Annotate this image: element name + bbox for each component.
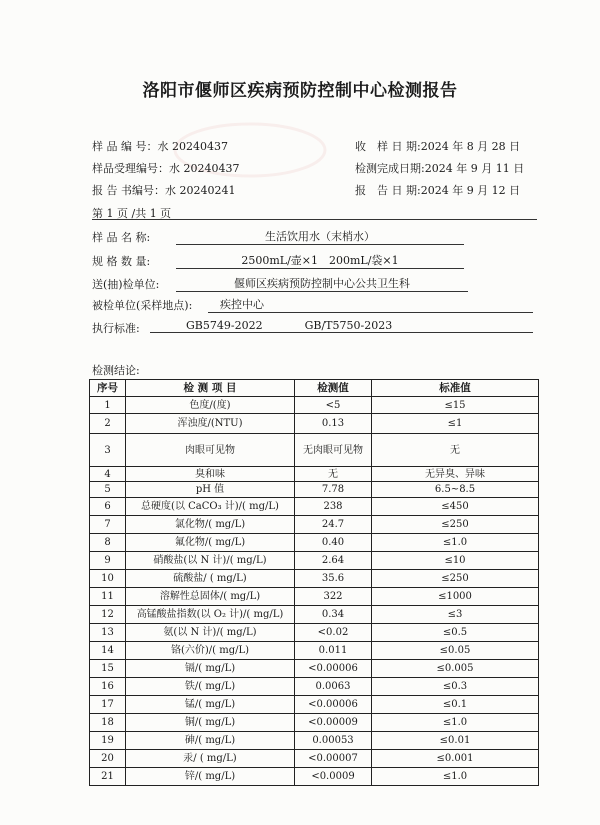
inspected-label: 被检单位(采样地点): <box>92 299 193 312</box>
report-date: 2024 年 9 月 12 日 <box>420 184 521 197</box>
table-row <box>90 467 539 482</box>
cell-std: ≤1 <box>372 414 539 434</box>
cell-value: 2.64 <box>295 552 372 570</box>
cell-no: 14 <box>90 642 126 660</box>
report-title: 洛阳市偃师区疾病预防控制中心检测报告 <box>142 81 458 101</box>
cell-no: 5 <box>90 482 126 498</box>
standard-1: GB5749-2022 <box>186 319 263 332</box>
cell-value: 35.6 <box>295 570 372 588</box>
cell-value: <0.00007 <box>295 750 372 768</box>
report-no-row <box>92 182 236 198</box>
table-row <box>90 414 539 434</box>
receive-no-row <box>92 160 240 176</box>
table-row <box>90 434 539 467</box>
cell-std: ≤0.01 <box>372 732 539 750</box>
cell-value: 无肉眼可见物 <box>295 434 372 467</box>
cell-item: 氟化物/( mg/L) <box>126 534 295 552</box>
header-item: 检 测 项 目 <box>126 380 295 397</box>
cell-std: ≤0.05 <box>372 642 539 660</box>
cell-item: 溶解性总固体/( mg/L) <box>126 588 295 606</box>
cell-value: 238 <box>295 498 372 516</box>
table-row <box>90 570 539 588</box>
cell-item: 浑浊度/(NTU) <box>126 414 295 434</box>
cell-no: 12 <box>90 606 126 624</box>
table-header-row <box>90 380 539 397</box>
cell-std: ≤1.0 <box>372 768 539 786</box>
cell-item: 色度/(度) <box>126 397 295 414</box>
cell-no: 15 <box>90 660 126 678</box>
cell-std: ≤0.3 <box>372 678 539 696</box>
table-row <box>90 642 539 660</box>
report-no-label: 报 告 书编号： <box>92 184 165 197</box>
cell-item: 氯化物/( mg/L) <box>126 516 295 534</box>
standard-2: GB/T5750-2023 <box>304 319 393 332</box>
cell-no: 8 <box>90 534 126 552</box>
table-row <box>90 606 539 624</box>
results-table <box>89 379 539 786</box>
cell-no: 18 <box>90 714 126 732</box>
cell-item: 铬(六价)/( mg/L) <box>126 642 295 660</box>
cell-value: 0.0063 <box>295 678 372 696</box>
table-row <box>90 624 539 642</box>
cell-item: 总硬度(以 CaCO₃ 计)/( mg/L) <box>126 498 295 516</box>
cell-std: 无 <box>372 434 539 467</box>
cell-no: 17 <box>90 696 126 714</box>
divider <box>92 219 537 220</box>
cell-value: <0.00009 <box>295 714 372 732</box>
cell-no: 16 <box>90 678 126 696</box>
receive-no-label: 样品受理编号： <box>92 162 169 175</box>
finish-date-label: 检测完成日期: <box>355 162 425 175</box>
table-row <box>90 552 539 570</box>
cell-value: 0.40 <box>295 534 372 552</box>
cell-std: ≤0.5 <box>372 624 539 642</box>
finish-date-row <box>355 160 524 176</box>
sample-name: 生活饮用水（末梢水） <box>176 228 464 245</box>
table-row <box>90 534 539 552</box>
cell-value: 无 <box>295 467 372 482</box>
cell-value: 0.13 <box>295 414 372 434</box>
sample-name-label: 样 品 名 称: <box>92 231 151 244</box>
table-row <box>90 516 539 534</box>
cell-no: 7 <box>90 516 126 534</box>
cell-std: 6.5~8.5 <box>372 482 539 498</box>
cell-std: ≤10 <box>372 552 539 570</box>
table-row <box>90 750 539 768</box>
header-value: 检测值 <box>295 380 372 397</box>
standard-label: 执行标准: <box>92 322 140 335</box>
cell-no: 10 <box>90 570 126 588</box>
cell-no: 21 <box>90 768 126 786</box>
header-no: 序号 <box>90 380 126 397</box>
cell-item: 高锰酸盐指数(以 O₂ 计)/( mg/L) <box>126 606 295 624</box>
report-date-row <box>355 182 520 198</box>
cell-value: 0.00053 <box>295 732 372 750</box>
page-indicator: 第 1 页 /共 1 页 <box>92 207 172 220</box>
cell-std: ≤0.005 <box>372 660 539 678</box>
report-no: 水 20240241 <box>165 184 236 197</box>
cell-value: 24.7 <box>295 516 372 534</box>
cell-no: 2 <box>90 414 126 434</box>
header-standard: 标准值 <box>372 380 539 397</box>
cell-no: 11 <box>90 588 126 606</box>
inspected-value: 疾控中心 <box>208 296 533 313</box>
cell-value: <0.00006 <box>295 660 372 678</box>
cell-no: 13 <box>90 624 126 642</box>
spec-label: 规 格 数 量: <box>92 255 151 268</box>
receive-date-label: 收 样 日 期: <box>355 140 421 153</box>
cell-item: 铜/( mg/L) <box>126 714 295 732</box>
cell-no: 9 <box>90 552 126 570</box>
cell-std: ≤0.1 <box>372 696 539 714</box>
conclusion-label: 检测结论: <box>92 364 140 377</box>
cell-std: ≤15 <box>372 397 539 414</box>
cell-item: 锌/( mg/L) <box>126 768 295 786</box>
sample-no: 水 20240437 <box>157 140 228 153</box>
table-row <box>90 498 539 516</box>
spec-value: 2500mL/壶×1 200mL/袋×1 <box>176 252 464 269</box>
table-row <box>90 588 539 606</box>
cell-no: 3 <box>90 434 126 467</box>
sender-label: 送(抽)检单位: <box>92 278 160 291</box>
table-row <box>90 660 539 678</box>
cell-value: <0.02 <box>295 624 372 642</box>
cell-item: 铁/( mg/L) <box>126 678 295 696</box>
sample-no-row <box>92 138 228 154</box>
cell-std: ≤0.001 <box>372 750 539 768</box>
cell-item: 臭和味 <box>126 467 295 482</box>
cell-value: 322 <box>295 588 372 606</box>
table-row <box>90 714 539 732</box>
cell-std: 无异臭、异味 <box>372 467 539 482</box>
receive-no: 水 20240437 <box>169 162 240 175</box>
cell-value: 0.011 <box>295 642 372 660</box>
cell-std: ≤250 <box>372 516 539 534</box>
cell-no: 20 <box>90 750 126 768</box>
report-date-label: 报 告 日 期: <box>355 184 421 197</box>
table-row <box>90 768 539 786</box>
finish-date: 2024 年 9 月 11 日 <box>424 162 525 175</box>
cell-value: <0.0009 <box>295 768 372 786</box>
sample-no-label: 样 品 编 号： <box>92 140 158 153</box>
cell-item: 汞/ ( mg/L) <box>126 750 295 768</box>
cell-item: 肉眼可见物 <box>126 434 295 467</box>
table-row <box>90 482 539 498</box>
cell-no: 4 <box>90 467 126 482</box>
cell-std: ≤1.0 <box>372 714 539 732</box>
cell-value: <0.00006 <box>295 696 372 714</box>
cell-item: 氨(以 N 计)/( mg/L) <box>126 624 295 642</box>
cell-std: ≤1000 <box>372 588 539 606</box>
cell-no: 19 <box>90 732 126 750</box>
sender-value: 偃师区疾病预防控制中心公共卫生科 <box>176 275 468 292</box>
cell-value: 0.34 <box>295 606 372 624</box>
cell-item: 锰/( mg/L) <box>126 696 295 714</box>
cell-item: 砷/( mg/L) <box>126 732 295 750</box>
cell-no: 1 <box>90 397 126 414</box>
cell-std: ≤450 <box>372 498 539 516</box>
cell-value: 7.78 <box>295 482 372 498</box>
cell-no: 6 <box>90 498 126 516</box>
cell-std: ≤250 <box>372 570 539 588</box>
cell-std: ≤1.0 <box>372 534 539 552</box>
receive-date: 2024 年 8 月 28 日 <box>420 140 521 153</box>
cell-item: pH 值 <box>126 482 295 498</box>
cell-value: <5 <box>295 397 372 414</box>
table-row <box>90 397 539 414</box>
table-row <box>90 696 539 714</box>
cell-item: 硝酸盐(以 N 计)/( mg/L) <box>126 552 295 570</box>
table-row <box>90 678 539 696</box>
cell-item: 硫酸盐/ ( mg/L) <box>126 570 295 588</box>
table-row <box>90 732 539 750</box>
cell-std: ≤3 <box>372 606 539 624</box>
receive-date-row <box>355 138 520 154</box>
standard-values <box>150 319 533 333</box>
cell-item: 镉/( mg/L) <box>126 660 295 678</box>
